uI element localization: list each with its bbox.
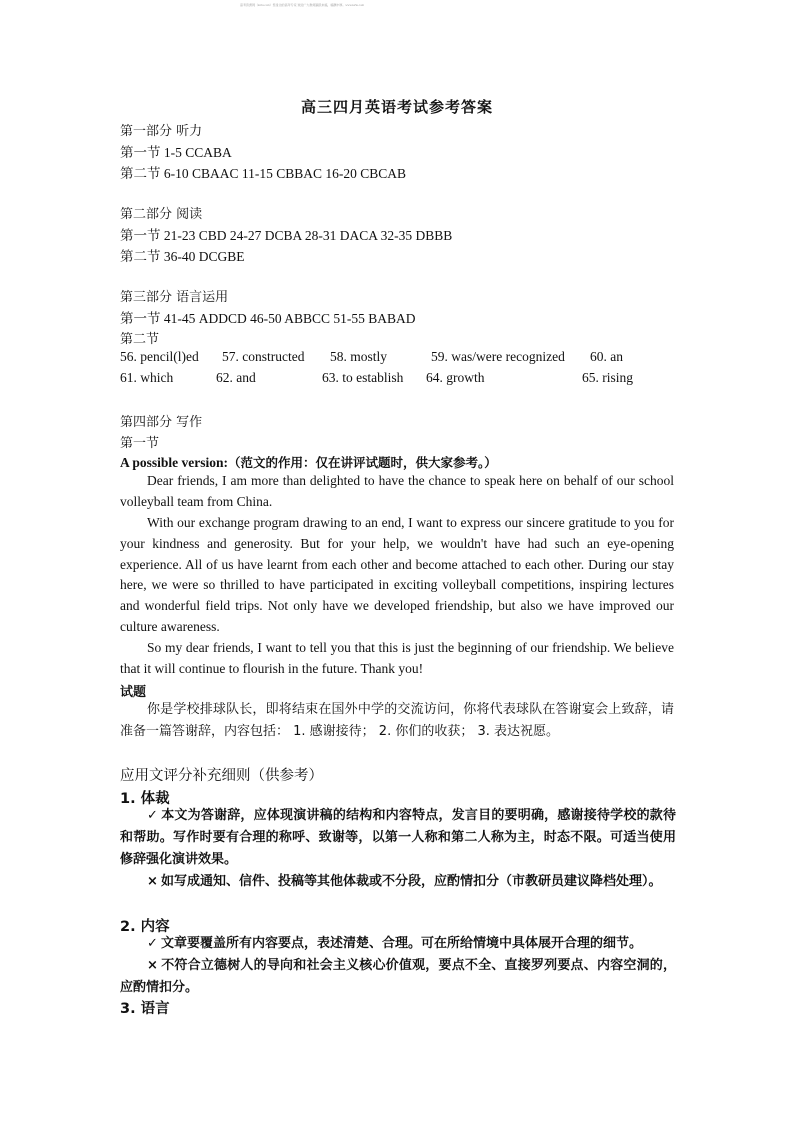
part1-section2: 第二节 6-10 CBAAC 11-15 CBBAC 16-20 CBCAB — [120, 166, 407, 181]
part1-heading: 第一部分 听力 — [120, 124, 203, 139]
fill-answer: 56. pencil(l)ed — [120, 349, 199, 364]
task-label: 试题 — [120, 685, 147, 700]
rubric-content-cross: × 不符合立德树人的导向和社会主义核心价值观，要点不全、直接罗列要点、内容空洞的，应酌情扣分。 — [120, 955, 676, 999]
rubric-heading: 应用文评分补充细则（供参考） — [120, 768, 323, 784]
part3-section2: 第二节 — [120, 332, 160, 347]
fill-answer: 63. to establish — [322, 370, 404, 385]
fill-answer: 61. which — [120, 370, 174, 385]
part4-heading: 第四部分 写作 — [120, 415, 203, 430]
fill-answer: 58. mostly — [330, 349, 388, 364]
check-mark-icon: ✓ — [147, 808, 158, 823]
rubric-genre-check: ✓ 本文为答谢辞，应体现演讲稿的结构和内容特点，发言目的要明确，感谢接待学校的款待和帮助。写作时要有合理的称呼、致谢等，以第一人称和第二人称为主，时态不限。可适当使用修辞强化演讲效果。 — [120, 805, 676, 871]
header-note: 高考资源网（ks5u.com）您身边的高考专家 欢迎广大教师踊跃来稿，稿酬丰厚。www.ks5u.com — [240, 3, 364, 7]
rubric-genre-cross: × 如写成通知、信件、投稿等其他体裁或不分段，应酌情扣分（市教研员建议降档处理）。 — [120, 871, 676, 893]
rubric-content-title: 2. 内容 — [120, 919, 170, 935]
document-title: 高三四月英语考试参考答案 — [300, 100, 493, 116]
fill-answer: 57. constructed — [222, 349, 305, 364]
sample-version-line — [120, 453, 497, 471]
part3-section1: 第一节 41-45 ADDCD 46-50 ABBCC 51-55 BABAD — [120, 311, 416, 326]
essay-paragraph: Dear friends, I am more than delighted to have the chance to speak here on behalf of our school volleyball team from China. — [120, 473, 674, 509]
task-text: 你是学校排球队长，即将结束在国外中学的交流访问，你将代表球队在答谢宴会上致辞，请准备一篇答谢辞，内容包括： 1. 感谢接待； 2. 你们的收获； 3. 表达祝愿。 — [120, 702, 674, 739]
fill-answer: 65. rising — [582, 370, 634, 385]
rubric-content-check: ✓ 文章要覆盖所有内容要点，表述清楚、合理。可在所给情境中具体展开合理的细节。 — [120, 933, 676, 955]
essay-paragraph: With our exchange program drawing to an end, I want to express our sincere gratitude to you for your kindness and generosity. But for your help, we wouldn't have had such an eye-opening experience. All of us have learnt from each other and become attached to each other. During our stay here, we were so thrilled to have participated in exciting volleyball competitions, inspiring lectures and wonderful field trips. Not only have we developed friendship, but also we have improved our culture awareness. — [120, 515, 674, 634]
check-mark-icon: ✓ — [147, 936, 158, 951]
rubric-language-title: 3. 语言 — [120, 1001, 170, 1017]
sample-version-label: A possible version: — [120, 455, 229, 470]
fill-answer: 59. was/were recognized — [431, 349, 565, 364]
part4-section1: 第一节 — [120, 436, 160, 451]
part2-section2: 第二节 36-40 DCGBE — [120, 249, 245, 264]
fill-answer: 62. and — [216, 370, 256, 385]
cross-mark-icon: × — [147, 874, 158, 889]
part3-heading: 第三部分 语言运用 — [120, 290, 229, 305]
sample-version-note: （范文的作用：仅在讲评试题时，供大家参考。） — [228, 455, 497, 470]
essay-paragraph: So my dear friends, I want to tell you that this is just the beginning of our friendship. We believe that it will continue to flourish in the future. Thank you! — [120, 640, 674, 676]
part2-heading: 第二部分 阅读 — [120, 207, 203, 222]
fill-answer: 60. an — [590, 349, 623, 364]
fill-answer: 64. growth — [426, 370, 485, 385]
rubric-genre-title: 1. 体裁 — [120, 791, 170, 807]
part1-section1: 第一节 1-5 CCABA — [120, 145, 232, 160]
part2-section1: 第一节 21-23 CBD 24-27 DCBA 28-31 DACA 32-35 DBBB — [120, 228, 453, 243]
cross-mark-icon: × — [147, 958, 158, 973]
